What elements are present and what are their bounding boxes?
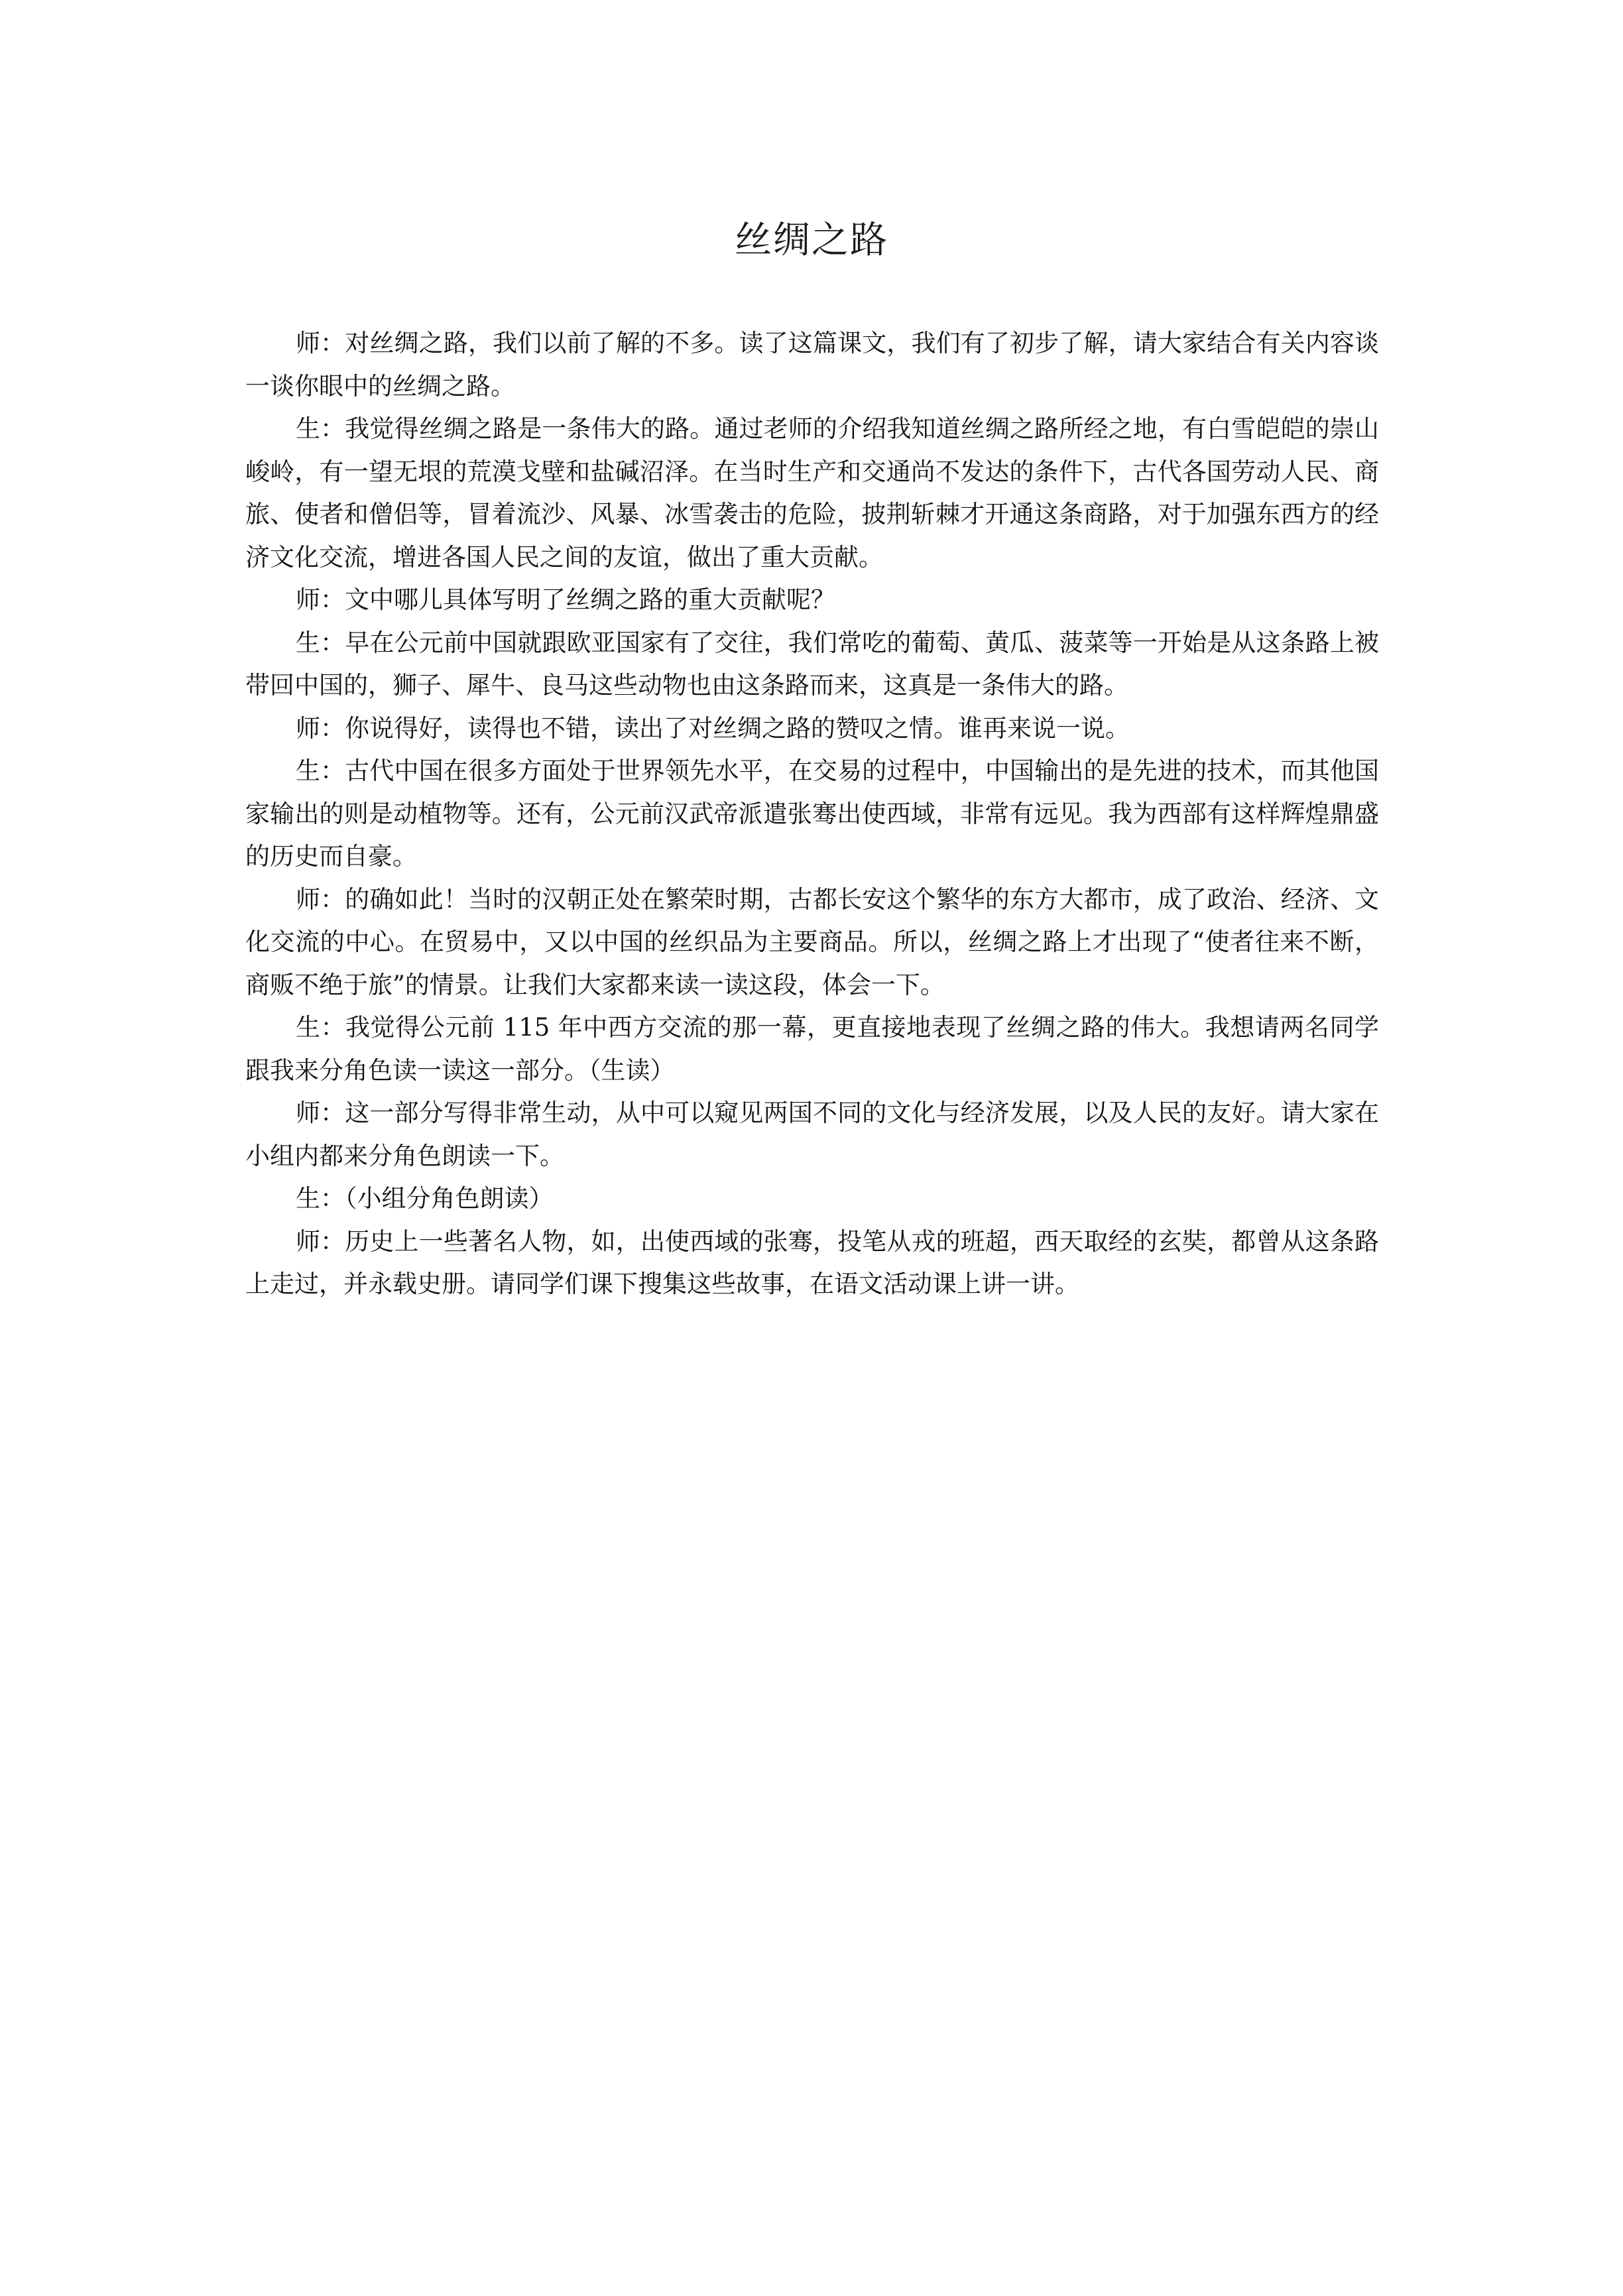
document-title: 丝绸之路 bbox=[735, 219, 888, 262]
paragraph: 师：的确如此！当时的汉朝正处在繁荣时期，古都长安这个繁华的东方大都市，成了政治、经济、文化交流的中心。在贸易中，又以中国的丝织品为主要商品。所以，丝绸之路上才出现了“使者往来不断，商贩不绝于旅”的情景。让我们大家都来读一读这段，体会一下。 bbox=[245, 884, 1379, 999]
document-body bbox=[245, 322, 1379, 1306]
paragraph: 师：历史上一些著名人物，如，出使西域的张骞，投笔从戎的班超，西天取经的玄奘，都曾从这条路上走过，并永载史册。请同学们课下搜集这些故事，在语文活动课上讲一讲。 bbox=[245, 1227, 1379, 1298]
paragraph: 生：古代中国在很多方面处于世界领先水平，在交易的过程中，中国输出的是先进的技术，而其他国家输出的则是动植物等。还有，公元前汉武帝派遣张骞出使西域，非常有远见。我为西部有这样辉煌鼎盛的历史而自豪。 bbox=[245, 756, 1379, 871]
paragraph: 生：早在公元前中国就跟欧亚国家有了交往，我们常吃的葡萄、黄瓜、菠菜等一开始是从这条路上被带回中国的，狮子、犀牛、良马这些动物也由这条路而来，这真是一条伟大的路。 bbox=[245, 628, 1379, 699]
paragraph: 师：这一部分写得非常生动，从中可以窥见两国不同的文化与经济发展，以及人民的友好。请大家在小组内都来分角色朗读一下。 bbox=[245, 1099, 1379, 1170]
paragraph: 师：你说得好，读得也不错，读出了对丝绸之路的赞叹之情。谁再来说一说。 bbox=[296, 713, 1130, 743]
paragraph: 师：对丝绸之路，我们以前了解的不多。读了这篇课文，我们有了初步了解，请大家结合有关内容谈一谈你眼中的丝绸之路。 bbox=[245, 329, 1379, 400]
paragraph: 生：我觉得丝绸之路是一条伟大的路。通过老师的介绍我知道丝绸之路所经之地，有白雪皑皑的崇山峻岭，有一望无垠的荒漠戈壁和盐碱沼泽。在当时生产和交通尚不发达的条件下，古代各国劳动人民、商旅、使者和僧侣等，冒着流沙、风暴、冰雪袭击的危险，披荆斩棘才开通这条商路，对于加强东西方的经济文化交流，增进各国人民之间的友谊，做出了重大贡献。 bbox=[245, 414, 1379, 572]
paragraph: 师：文中哪儿具体写明了丝绸之路的重大贡献呢？ bbox=[296, 585, 835, 614]
paragraph: 生：（小组分角色朗读） bbox=[296, 1184, 554, 1213]
paragraph: 生：我觉得公元前 115 年中西方交流的那一幕，更直接地表现了丝绸之路的伟大。我想请两名同学跟我来分角色读一读这一部分。（生读） bbox=[245, 1013, 1379, 1085]
